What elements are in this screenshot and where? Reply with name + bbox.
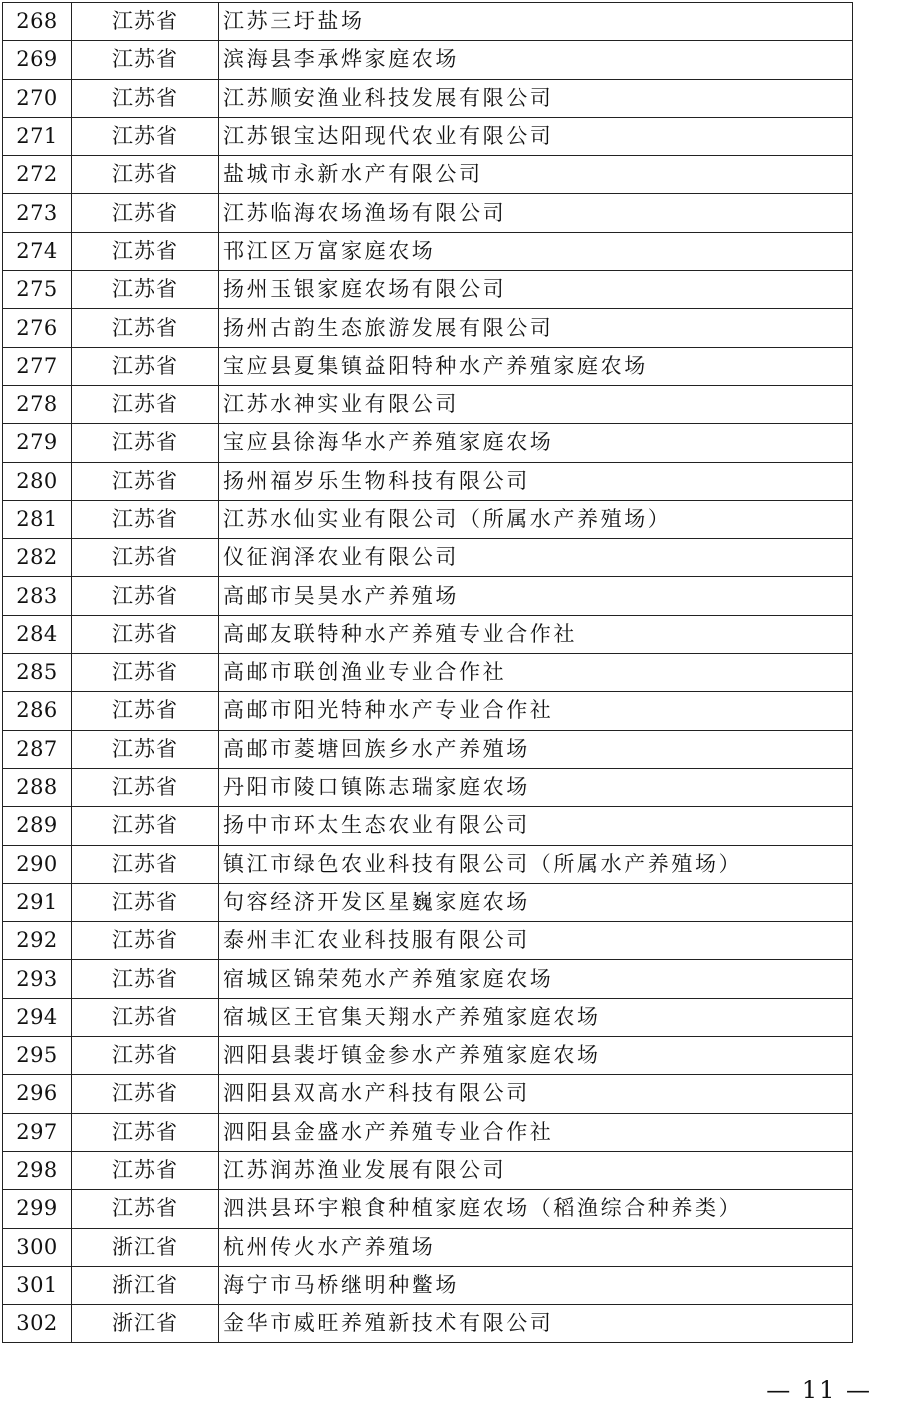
table-row: [3, 692, 853, 730]
row-number-cell: 283: [3, 577, 72, 615]
province-cell: 浙江省: [72, 1305, 219, 1343]
entity-name-cell: 高邮友联特种水产养殖专业合作社: [219, 615, 853, 653]
province-cell: 江苏省: [72, 615, 219, 653]
province-cell: 江苏省: [72, 807, 219, 845]
row-number-cell: 286: [3, 692, 72, 730]
row-number-cell: 280: [3, 462, 72, 500]
row-number-cell: 278: [3, 385, 72, 423]
table-row: [3, 807, 853, 845]
province-cell: 江苏省: [72, 347, 219, 385]
province-cell: 江苏省: [72, 79, 219, 117]
row-number-cell: 271: [3, 117, 72, 155]
entity-name-cell: 江苏顺安渔业科技发展有限公司: [219, 79, 853, 117]
entity-name-cell: 高邮市吴昊水产养殖场: [219, 577, 853, 615]
province-cell: 江苏省: [72, 232, 219, 270]
table-row: [3, 1113, 853, 1151]
province-cell: 江苏省: [72, 1151, 219, 1189]
entity-name-cell: 高邮市菱塘回族乡水产养殖场: [219, 730, 853, 768]
row-number-cell: 298: [3, 1151, 72, 1189]
row-number-cell: 277: [3, 347, 72, 385]
entity-name-cell: 江苏三圩盐场: [219, 3, 853, 41]
row-number-cell: 281: [3, 500, 72, 538]
province-cell: 江苏省: [72, 271, 219, 309]
row-number-cell: 287: [3, 730, 72, 768]
table-row: [3, 3, 853, 41]
table-row: [3, 1190, 853, 1228]
table-row: [3, 922, 853, 960]
entity-name-cell: 宝应县徐海华水产养殖家庭农场: [219, 424, 853, 462]
table-row: [3, 232, 853, 270]
table-row: [3, 156, 853, 194]
province-cell: 江苏省: [72, 1190, 219, 1228]
row-number-cell: 301: [3, 1266, 72, 1304]
table-row: [3, 194, 853, 232]
entity-name-cell: 宿城区王官集天翔水产养殖家庭农场: [219, 998, 853, 1036]
province-cell: 浙江省: [72, 1228, 219, 1266]
row-number-cell: 297: [3, 1113, 72, 1151]
table-row: [3, 385, 853, 423]
row-number-cell: 279: [3, 424, 72, 462]
province-cell: 江苏省: [72, 960, 219, 998]
row-number-cell: 274: [3, 232, 72, 270]
table-row: [3, 1037, 853, 1075]
province-cell: 江苏省: [72, 41, 219, 79]
table-row: [3, 1305, 853, 1343]
table-row: [3, 271, 853, 309]
province-cell: 江苏省: [72, 692, 219, 730]
entity-name-cell: 江苏润苏渔业发展有限公司: [219, 1151, 853, 1189]
row-number-cell: 294: [3, 998, 72, 1036]
entity-name-cell: 泰州丰汇农业科技服有限公司: [219, 922, 853, 960]
entity-name-cell: 扬中市环太生态农业有限公司: [219, 807, 853, 845]
entity-name-cell: 扬州福岁乐生物科技有限公司: [219, 462, 853, 500]
province-cell: 江苏省: [72, 1113, 219, 1151]
row-number-cell: 272: [3, 156, 72, 194]
province-cell: 江苏省: [72, 156, 219, 194]
table-row: [3, 845, 853, 883]
province-cell: 江苏省: [72, 462, 219, 500]
table-row: [3, 1266, 853, 1304]
table-row: [3, 998, 853, 1036]
row-number-cell: 268: [3, 3, 72, 41]
entity-name-cell: 海宁市马桥继明种鳖场: [219, 1266, 853, 1304]
entity-name-cell: 江苏水仙实业有限公司（所属水产养殖场）: [219, 500, 853, 538]
province-cell: 江苏省: [72, 922, 219, 960]
table-row: [3, 79, 853, 117]
province-cell: 江苏省: [72, 845, 219, 883]
row-number-cell: 285: [3, 654, 72, 692]
table-row: [3, 309, 853, 347]
entity-name-cell: 泗阳县金盛水产养殖专业合作社: [219, 1113, 853, 1151]
entity-name-cell: 邗江区万富家庭农场: [219, 232, 853, 270]
table-row: [3, 654, 853, 692]
row-number-cell: 275: [3, 271, 72, 309]
table-row: [3, 347, 853, 385]
row-number-cell: 293: [3, 960, 72, 998]
province-cell: 浙江省: [72, 1266, 219, 1304]
row-number-cell: 289: [3, 807, 72, 845]
entity-name-cell: 句容经济开发区星巍家庭农场: [219, 883, 853, 921]
table-row: [3, 1151, 853, 1189]
row-number-cell: 295: [3, 1037, 72, 1075]
province-cell: 江苏省: [72, 730, 219, 768]
entity-name-cell: 泗阳县双高水产科技有限公司: [219, 1075, 853, 1113]
row-number-cell: 282: [3, 539, 72, 577]
table-row: [3, 500, 853, 538]
entity-name-cell: 高邮市阳光特种水产专业合作社: [219, 692, 853, 730]
entity-name-cell: 盐城市永新水产有限公司: [219, 156, 853, 194]
entity-name-cell: 杭州传火水产养殖场: [219, 1228, 853, 1266]
row-number-cell: 291: [3, 883, 72, 921]
row-number-cell: 270: [3, 79, 72, 117]
table-row: [3, 960, 853, 998]
table-row: [3, 117, 853, 155]
row-number-cell: 273: [3, 194, 72, 232]
table-row: [3, 1228, 853, 1266]
row-number-cell: 284: [3, 615, 72, 653]
table-row: [3, 41, 853, 79]
row-number-cell: 296: [3, 1075, 72, 1113]
province-cell: 江苏省: [72, 424, 219, 462]
entity-name-cell: 宝应县夏集镇益阳特种水产养殖家庭农场: [219, 347, 853, 385]
entity-name-cell: 江苏临海农场渔场有限公司: [219, 194, 853, 232]
table-row: [3, 462, 853, 500]
province-cell: 江苏省: [72, 654, 219, 692]
entity-name-cell: 金华市威旺养殖新技术有限公司: [219, 1305, 853, 1343]
row-number-cell: 300: [3, 1228, 72, 1266]
entity-name-cell: 镇江市绿色农业科技有限公司（所属水产养殖场）: [219, 845, 853, 883]
province-cell: 江苏省: [72, 768, 219, 806]
entity-name-cell: 高邮市联创渔业专业合作社: [219, 654, 853, 692]
entity-name-cell: 仪征润泽农业有限公司: [219, 539, 853, 577]
table-row: [3, 768, 853, 806]
province-cell: 江苏省: [72, 998, 219, 1036]
province-cell: 江苏省: [72, 194, 219, 232]
row-number-cell: 276: [3, 309, 72, 347]
row-number-cell: 269: [3, 41, 72, 79]
entity-name-cell: 江苏银宝达阳现代农业有限公司: [219, 117, 853, 155]
province-cell: 江苏省: [72, 117, 219, 155]
province-cell: 江苏省: [72, 500, 219, 538]
table-row: [3, 615, 853, 653]
province-cell: 江苏省: [72, 309, 219, 347]
province-cell: 江苏省: [72, 385, 219, 423]
table-row: [3, 883, 853, 921]
table-row: [3, 539, 853, 577]
table-body: [3, 3, 853, 1343]
entity-name-cell: 滨海县李承烨家庭农场: [219, 41, 853, 79]
entity-name-cell: 江苏水神实业有限公司: [219, 385, 853, 423]
entity-name-cell: 宿城区锦荣苑水产养殖家庭农场: [219, 960, 853, 998]
table-row: [3, 1075, 853, 1113]
table-row: [3, 577, 853, 615]
province-cell: 江苏省: [72, 883, 219, 921]
entity-name-cell: 泗洪县环宇粮食种植家庭农场（稻渔综合种养类）: [219, 1190, 853, 1228]
row-number-cell: 302: [3, 1305, 72, 1343]
entity-name-cell: 扬州古韵生态旅游发展有限公司: [219, 309, 853, 347]
table-row: [3, 730, 853, 768]
entity-name-cell: 泗阳县裴圩镇金参水产养殖家庭农场: [219, 1037, 853, 1075]
row-number-cell: 299: [3, 1190, 72, 1228]
entity-list-table: [2, 2, 853, 1343]
province-cell: 江苏省: [72, 1037, 219, 1075]
entity-name-cell: 扬州玉银家庭农场有限公司: [219, 271, 853, 309]
row-number-cell: 290: [3, 845, 72, 883]
entity-name-cell: 丹阳市陵口镇陈志瑞家庭农场: [219, 768, 853, 806]
province-cell: 江苏省: [72, 577, 219, 615]
row-number-cell: 292: [3, 922, 72, 960]
province-cell: 江苏省: [72, 539, 219, 577]
page-number: — 11 —: [766, 1376, 872, 1404]
table-row: [3, 424, 853, 462]
row-number-cell: 288: [3, 768, 72, 806]
province-cell: 江苏省: [72, 1075, 219, 1113]
province-cell: 江苏省: [72, 3, 219, 41]
